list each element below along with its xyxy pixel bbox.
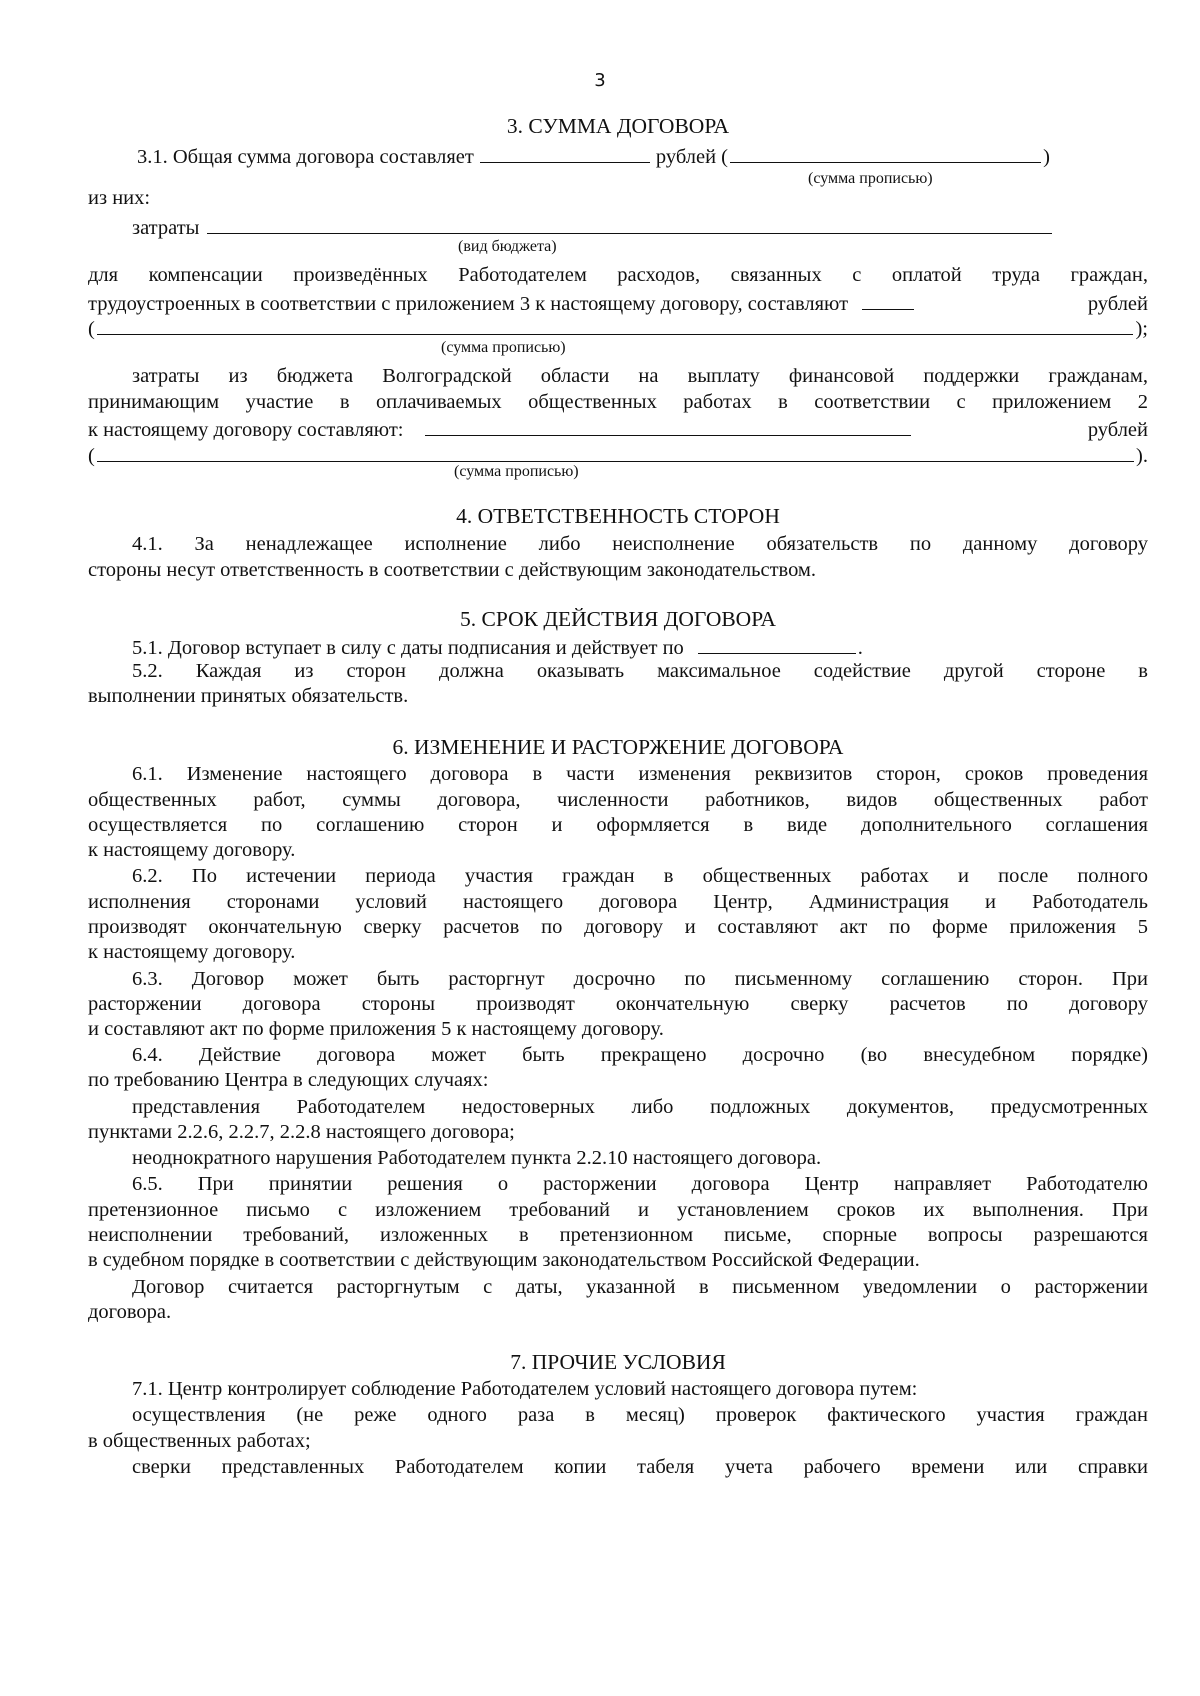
caption-sum-in-words: (сумма прописью) [808, 170, 933, 187]
regional-words-line [88, 440, 1148, 469]
section-3-heading: 3. СУММА ДОГОВОРА [506, 114, 730, 138]
regional-costs-line-3-text: к настоящему договору составляют: [88, 418, 404, 441]
close-dot: ). [1136, 444, 1148, 467]
clause-5-2-line-1: 5.2. Каждая из сторон должна оказывать максимальное содействие другой стороне в [132, 660, 1148, 682]
case-1-line-2: пунктами 2.2.6, 2.2.7, 2.2.8 настоящего договора; [88, 1121, 515, 1143]
sum-in-words-blank [730, 141, 1041, 163]
control-item-1-line-1: осуществления (не реже одного раза в месяц) проверок фактического участия граждан [132, 1404, 1148, 1426]
section-5-heading: 5. СРОК ДЕЙСТВИЯ ДОГОВОРА [460, 607, 776, 631]
termination-line-1: Договор считается расторгнутым с даты, указанной в письменном уведомлении о расторжении [132, 1276, 1148, 1298]
regional-rubles: рублей [1087, 418, 1148, 441]
clause-6-4-line-1: 6.4. Действие договора может быть прекращено досрочно (во внесудебном порядке) [132, 1044, 1148, 1066]
open-paren-2: ( [88, 444, 95, 467]
compensation-line-2-text: трудоустроенных в соответствии с приложением 3 к настоящему договору, составляют [88, 292, 849, 315]
iz-nih-label: из них: [88, 187, 151, 209]
section-6-heading: 6. ИЗМЕНЕНИЕ И РАСТОРЖЕНИЕ ДОГОВОРА [392, 735, 844, 759]
clause-6-2-line-2: исполнения сторонами условий настоящего договора Центр, Администрация и Работодатель [88, 891, 1148, 913]
caption-budget-type: (вид бюджета) [458, 238, 557, 255]
case-1-line-1: представления Работодателем недостоверных либо подложных документов, предусмотренных [132, 1096, 1148, 1118]
control-item-1-line-2: в общественных работах; [88, 1430, 311, 1452]
clause-6-5-line-1: 6.5. При принятии решения о расторжении договора Центр направляет Работодателю [132, 1173, 1148, 1195]
compensation-rubles: рублей [1087, 292, 1148, 315]
clause-6-1-line-2: общественных работ, суммы договора, численности работников, видов общественных работ [88, 789, 1148, 811]
clause-6-2-line-4: к настоящему договору. [88, 941, 296, 963]
open-paren: ( [88, 317, 95, 340]
costs-line [132, 212, 1054, 241]
clause-6-5-line-4: в судебном порядке в соответствии с действующим законодательством Российской Федерации. [88, 1249, 920, 1271]
regional-sum-blank [425, 414, 911, 436]
regional-costs-line-3 [88, 414, 1148, 443]
costs-label: затраты [132, 216, 200, 239]
end-date-blank [698, 632, 856, 654]
clause-4-1-line-1: 4.1. За ненадлежащее исполнение либо неисполнение обязательств по данному договору [132, 533, 1148, 555]
clause-5-1-end: . [857, 636, 863, 659]
total-sum-blank [480, 141, 650, 163]
control-item-2-line-1: сверки представленных Работодателем копии табеля учета рабочего времени или справки [132, 1456, 1148, 1478]
compensation-words-blank [97, 313, 1134, 335]
clause-6-1-line-3: осуществляется по соглашению сторон и оформляется в виде дополнительного соглашения [88, 814, 1148, 836]
clause-3-1 [137, 141, 1050, 170]
caption-sum-in-words-3: (сумма прописью) [454, 463, 579, 480]
section-4-heading: 4. ОТВЕТСТВЕННОСТЬ СТОРОН [456, 504, 780, 528]
clause-5-2-line-2: выполнении принятых обязательств. [88, 685, 409, 707]
compensation-sum-blank [862, 288, 914, 310]
clause-6-3-line-1: 6.3. Договор может быть расторгнут досрочно по письменному соглашению сторон. При [132, 968, 1148, 990]
caption-sum-in-words-2: (сумма прописью) [441, 339, 566, 356]
budget-type-blank [207, 212, 1052, 234]
clause-6-5-line-3: неисполнении требований, изложенных в претензионном письме, спорные вопросы разрешаются [88, 1224, 1148, 1246]
clause-6-2-line-1: 6.2. По истечении периода участия граждан в общественных работах и после полного [132, 865, 1148, 887]
case-2: неоднократного нарушения Работодателем пункта 2.2.10 настоящего договора. [132, 1147, 822, 1169]
clause-6-3-line-2: расторжении договора стороны производят окончательную сверку расчетов по договору [88, 993, 1148, 1015]
termination-line-2: договора. [88, 1301, 172, 1323]
clause-6-5-line-2: претензионное письмо с изложением требований и установлением сроков их выполнения. При [88, 1199, 1148, 1221]
page-number: 3 [594, 70, 606, 91]
regional-words-blank [97, 440, 1134, 462]
clause-7-1: 7.1. Центр контролирует соблюдение Работодателем условий настоящего договора путем: [132, 1378, 918, 1400]
close-semicolon: ); [1135, 317, 1148, 340]
close-paren: ) [1043, 145, 1050, 168]
clause-6-3-line-3: и составляют акт по форме приложения 5 к настоящему договору. [88, 1018, 664, 1040]
clause-6-1-line-1: 6.1. Изменение настоящего договора в части изменения реквизитов сторон, сроков проведения [132, 763, 1148, 785]
clause-5-1 [132, 632, 932, 661]
clause-5-1-text: 5.1. Договор вступает в силу с даты подписания и действует по [132, 636, 684, 659]
clause-3-1-text: 3.1. Общая сумма договора составляет [137, 145, 474, 168]
clause-6-2-line-3: производят окончательную сверку расчетов по договору и составляют акт по форме приложения 5 [88, 916, 1148, 938]
clause-4-1-line-2: стороны несут ответственность в соответствии с действующим законодательством. [88, 559, 817, 581]
regional-costs-line-2: принимающим участие в оплачиваемых общественных работах в соответствии с приложением 2 [88, 391, 1148, 413]
compensation-words-line [88, 313, 1148, 342]
compensation-line-1: для компенсации произведённых Работодателем расходов, связанных с оплатой труда граждан, [88, 264, 1148, 286]
section-7-heading: 7. ПРОЧИЕ УСЛОВИЯ [510, 1350, 726, 1374]
rubles-label: рублей ( [655, 145, 729, 168]
clause-6-4-line-2: по требованию Центра в следующих случаях: [88, 1069, 489, 1091]
clause-6-1-line-4: к настоящему договору. [88, 839, 296, 861]
regional-costs-line-1: затраты из бюджета Волгоградской области на выплату финансовой поддержки гражданам, [132, 365, 1148, 387]
